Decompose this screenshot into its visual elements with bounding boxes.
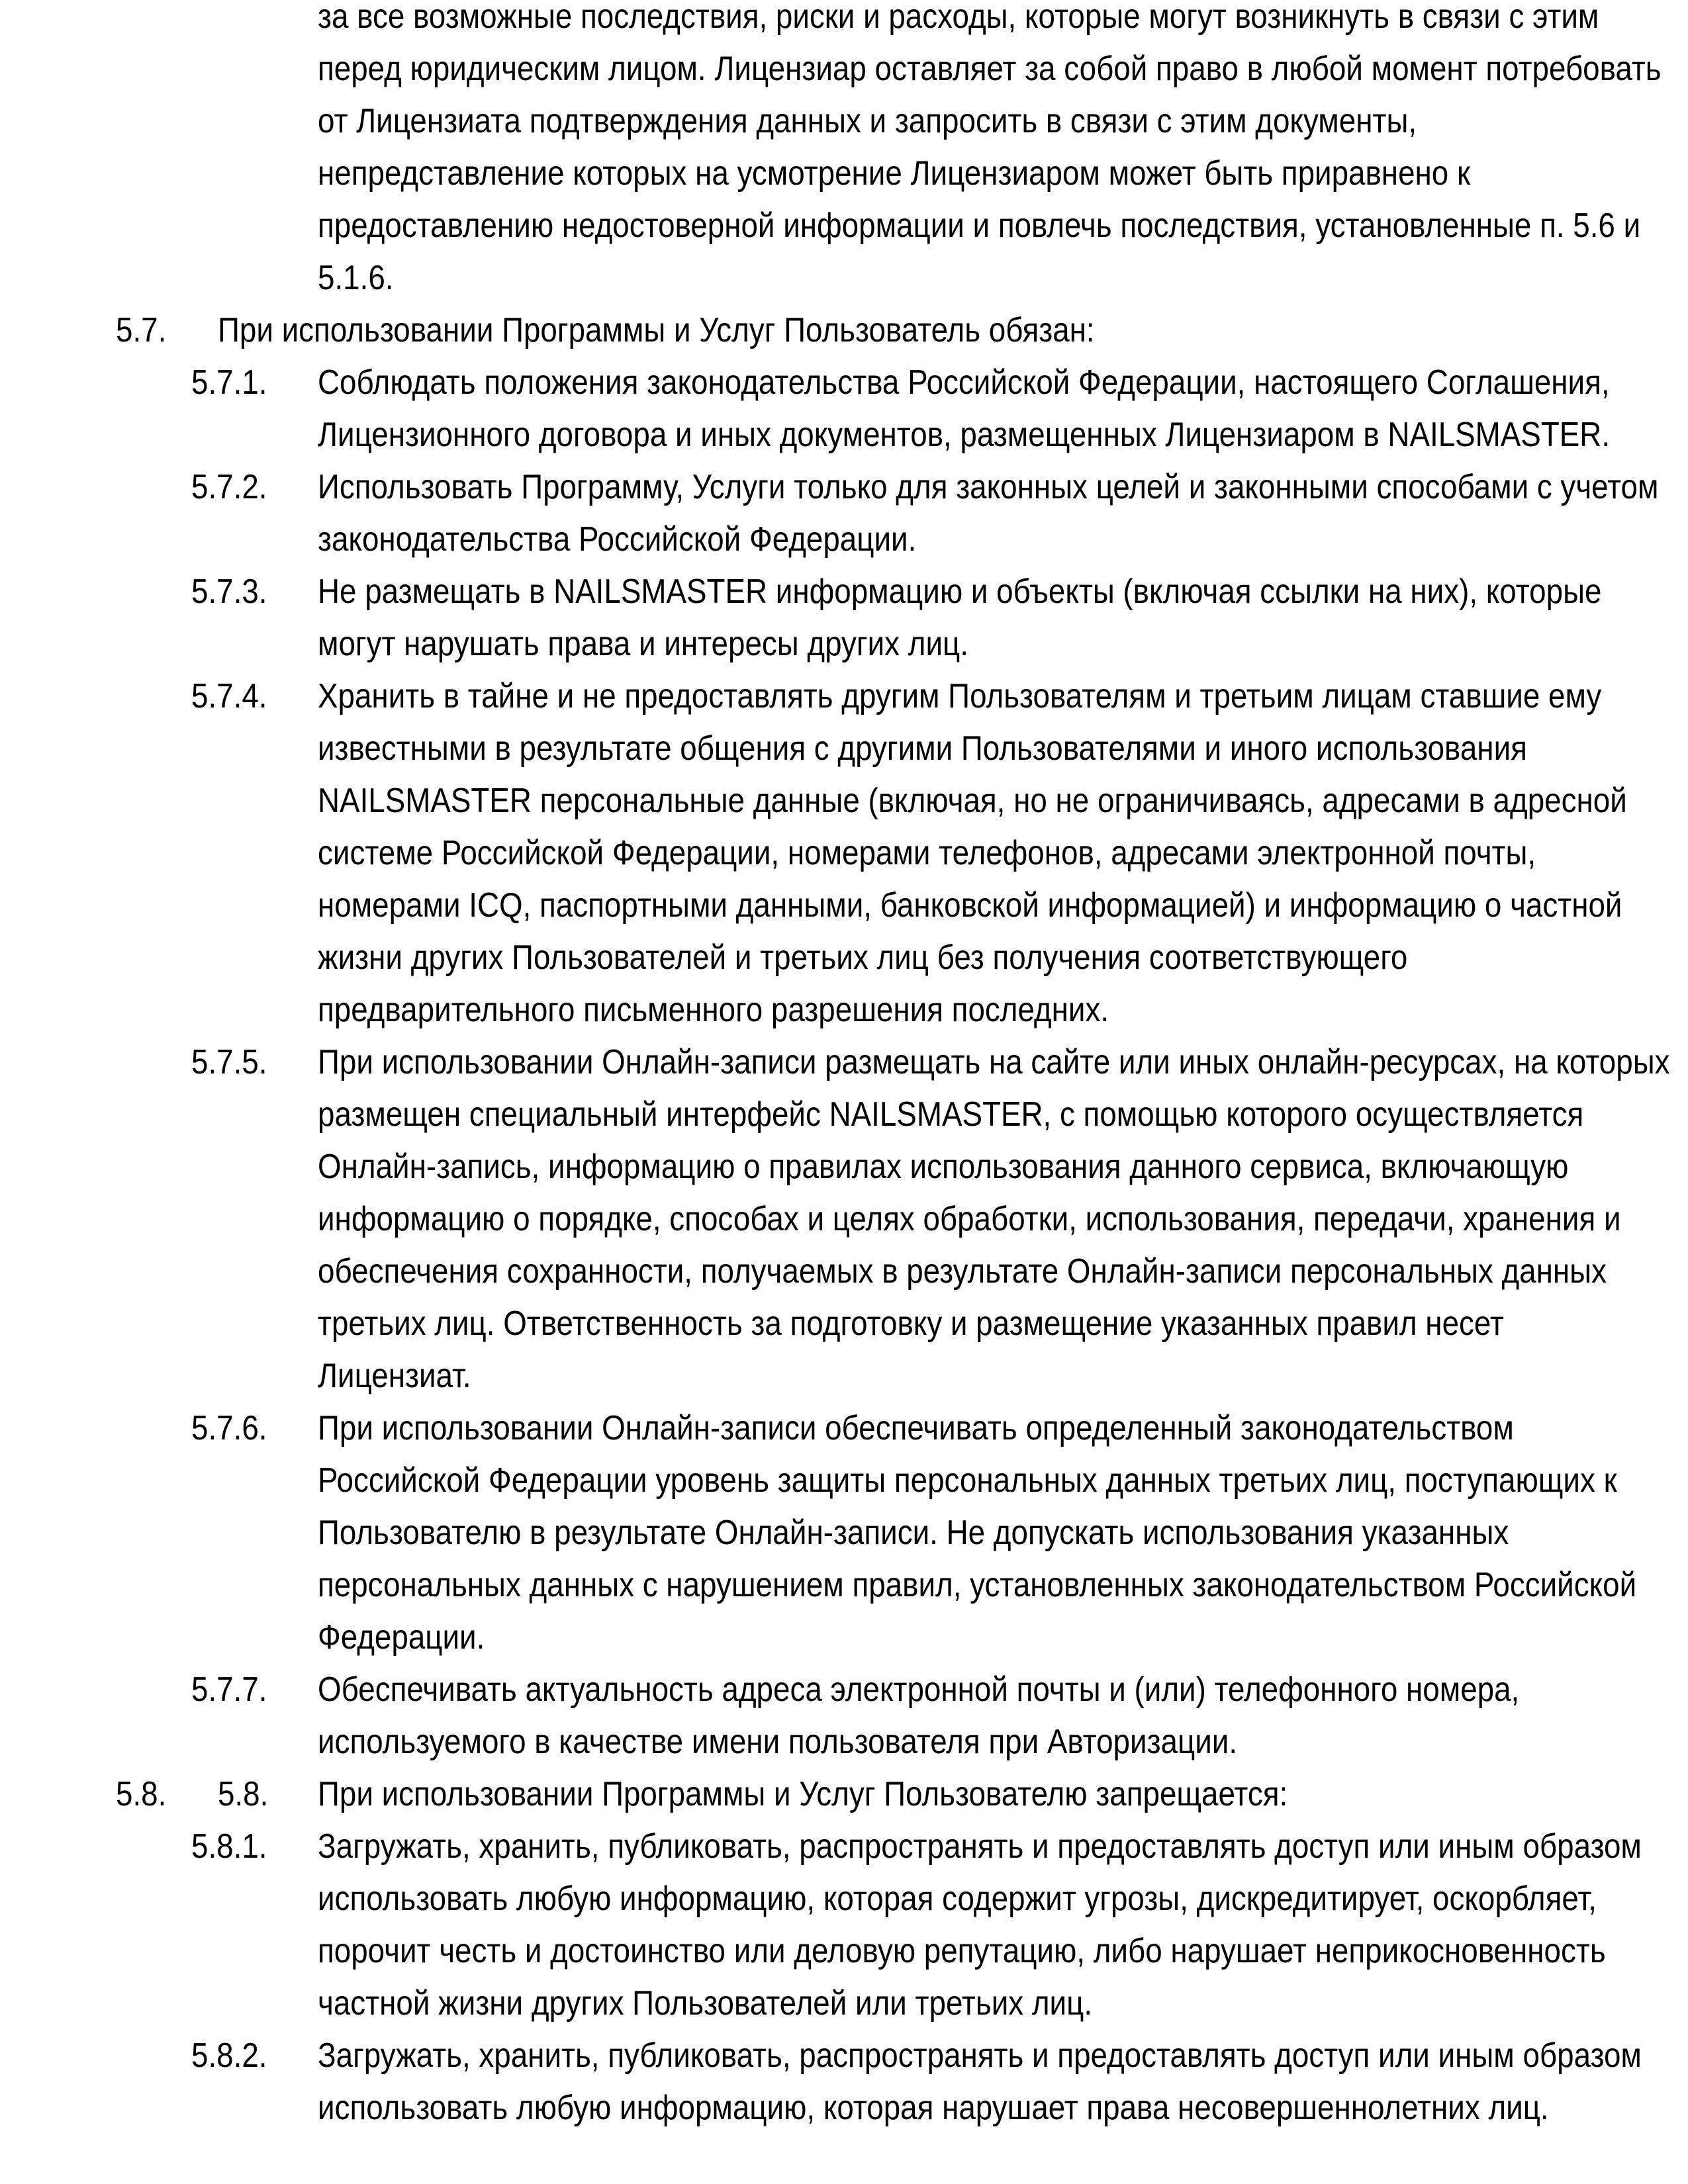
clause-text: могут нарушать права и интересы других лиц. [318, 625, 968, 663]
clause-text: порочит честь и достоинство или деловую репутацию, либо нарушает неприкосновенность [318, 1932, 1606, 1970]
paragraph-continuation-line [0, 43, 1688, 95]
clause-text: персональных данных с нарушением правил, установленных законодательством Российской [318, 1566, 1637, 1604]
clause-text: Загружать, хранить, публиковать, распространять и предоставлять доступ или иным образом [318, 1827, 1642, 1866]
clause-5-7-3-line [0, 566, 1688, 618]
clause-number: 5.7.1. [191, 363, 267, 402]
clause-text: известными в результате общения с другими Пользователями и иного использования [318, 729, 1527, 768]
clause-text: частной жизни других Пользователей или третьих лиц. [318, 1984, 1093, 2023]
clause-5-7-5-line [0, 1298, 1688, 1350]
paragraph-continuation-line [0, 0, 1688, 43]
clause-5-7-5-line [0, 1246, 1688, 1298]
clause-5-7-4-line [0, 880, 1688, 932]
clause-number: 5.7.4. [191, 677, 267, 715]
clause-text: Пользователю в результате Онлайн-записи. Не допускать использования указанных [318, 1514, 1509, 1552]
clause-5-7-2-line [0, 461, 1688, 514]
clause-number: 5.7.6. [191, 1409, 267, 1447]
clause-text: При использовании Онлайн-записи размещать на сайте или иных онлайн-ресурсах, на которых [318, 1043, 1670, 1081]
clause-text: Обеспечивать актуальность адреса электронной почты и (или) телефонного номера, [318, 1670, 1520, 1709]
clause-number: 5.7.7. [191, 1670, 267, 1709]
clause-text: предоставлению недостоверной информации и повлечь последствия, установленные п. 5.6 и [318, 206, 1641, 245]
clause-number: 5.7.5. [191, 1043, 267, 1081]
clause-text: Лицензиат. [318, 1357, 471, 1395]
clause-5-7-2-line [0, 514, 1688, 566]
paragraph-continuation-line [0, 252, 1688, 304]
clause-text: При использовании Программы и Услуг Пользователь обязан: [218, 311, 1095, 349]
paragraph-continuation-line [0, 200, 1688, 252]
clause-text: При использовании Онлайн-записи обеспечивать определенный законодательством [318, 1409, 1514, 1447]
clause-5-7-4-line [0, 827, 1688, 880]
clause-text: используемого в качестве имени пользователя при Авторизации. [318, 1723, 1238, 1761]
clause-number: 5.8. [116, 1775, 167, 1813]
clause-5-7-4-line [0, 932, 1688, 984]
clause-text: системе Российской Федерации, номерами телефонов, адресами электронной почты, [318, 834, 1536, 872]
clause-text: Федерации. [318, 1618, 485, 1657]
clause-5-7-6-line [0, 1455, 1688, 1507]
clause-5-7-4-line [0, 670, 1688, 723]
clause-5-7-5-line [0, 1350, 1688, 1402]
clause-text: непредставление которых на усмотрение Лицензиаром может быть приравнено к [318, 154, 1470, 193]
clause-5-7-7-line [0, 1716, 1688, 1768]
clause-5-7-4-line [0, 775, 1688, 827]
paragraph-continuation-line [0, 148, 1688, 200]
clause-text: за все возможные последствия, риски и расходы, которые могут возникнуть в связи с этим [318, 0, 1599, 36]
clause-5-7-7-line [0, 1664, 1688, 1716]
clause-text: предварительного письменного разрешения последних. [318, 991, 1109, 1029]
clause-5-7-6-line [0, 1402, 1688, 1455]
clause-text: размещен специальный интерфейс NAILSMASTER, с помощью которого осуществляется [318, 1095, 1584, 1134]
clause-number: 5.7.3. [191, 572, 267, 611]
clause-5-8-1-line [0, 1821, 1688, 1873]
clause-text: Онлайн-запись, информацию о правилах использования данного сервиса, включающую [318, 1148, 1569, 1186]
clause-5-8-2-line [0, 2030, 1688, 2082]
clause-text: При использовании Программы и Услуг Пользователю запрещается: [318, 1775, 1288, 1813]
clause-text: Лицензионного договора и иных документов, размещенных Лицензиаром в NAILSMASTER. [318, 416, 1611, 454]
clause-number: 5.8.2. [191, 2036, 267, 2075]
clause-5-8-2-line [0, 2082, 1688, 2134]
clause-text: третьих лиц. Ответственность за подготовку и размещение указанных правил несет [318, 1304, 1504, 1343]
clause-text: Использовать Программу, Услуги только для законных целей и законными способами с учетом [318, 468, 1659, 506]
clause-text: законодательства Российской Федерации. [318, 520, 917, 559]
clause-5-7-5-line [0, 1036, 1688, 1089]
clause-5-7-3-line [0, 618, 1688, 670]
clause-5-7-1-line [0, 357, 1688, 409]
clause-number: 5.7.2. [191, 468, 267, 506]
clause-text: Не размещать в NAILSMASTER информацию и объекты (включая ссылки на них), которые [318, 572, 1602, 611]
clause-5-7-6-line [0, 1559, 1688, 1612]
clause-number: 5.8.1. [191, 1827, 267, 1866]
clause-text: Российской Федерации уровень защиты персональных данных третьих лиц, поступающих к [318, 1461, 1617, 1500]
clause-5-7-6-line [0, 1612, 1688, 1664]
clause-5-7-5-line [0, 1193, 1688, 1246]
clause-5-8-1-line [0, 1873, 1688, 1925]
clause-5-7-4-line [0, 984, 1688, 1036]
clause-text: жизни других Пользователей и третьих лиц без получения соответствующего [318, 938, 1408, 977]
clause-number: 5.7. [116, 311, 167, 349]
clause-5-7-1-line [0, 409, 1688, 461]
clause-5-8-1-line [0, 1925, 1688, 1978]
clause-text: информацию о порядке, способах и целях обработки, использования, передачи, хранения и [318, 1200, 1621, 1238]
clause-text: использовать любую информацию, которая содержит угрозы, дискредитирует, оскорбляет, [318, 1880, 1597, 1918]
clause-text: от Лицензиата подтверждения данных и запросить в связи с этим документы, [318, 102, 1417, 140]
clause-text: номерами ICQ, паспортными данными, банковской информацией) и информацию о частной [318, 886, 1622, 925]
clause-5-7-6-line [0, 1507, 1688, 1559]
clause-5-7-5-line [0, 1089, 1688, 1141]
clause-5-7-5-line [0, 1141, 1688, 1193]
clause-text: Хранить в тайне и не предоставлять другим Пользователям и третьим лицам ставшие ему [318, 677, 1602, 715]
clause-text: 5.1.6. [318, 259, 394, 297]
clause-5-7-4-line [0, 723, 1688, 775]
paragraph-continuation-line [0, 95, 1688, 148]
clause-text: использовать любую информацию, которая нарушает права несовершеннолетних лиц. [318, 2089, 1549, 2127]
clause-text: перед юридическим лицом. Лицензиар оставляет за собой право в любой момент потребовать [318, 50, 1662, 88]
clause-text: Соблюдать положения законодательства Российской Федерации, настоящего Соглашения, [318, 363, 1610, 402]
clause-5-8-line [0, 1768, 1688, 1821]
clause-text: Загружать, хранить, публиковать, распространять и предоставлять доступ или иным образом [318, 2036, 1642, 2075]
clause-5-7-line [0, 304, 1688, 357]
clause-text: обеспечения сохранности, получаемых в результате Онлайн-записи персональных данных [318, 1252, 1607, 1291]
clause-5-8-1-line [0, 1978, 1688, 2030]
clause-text: NAILSMASTER персональные данные (включая, но не ограничиваясь, адресами в адресной [318, 782, 1627, 820]
clause-number-repeat: 5.8. [218, 1775, 269, 1813]
